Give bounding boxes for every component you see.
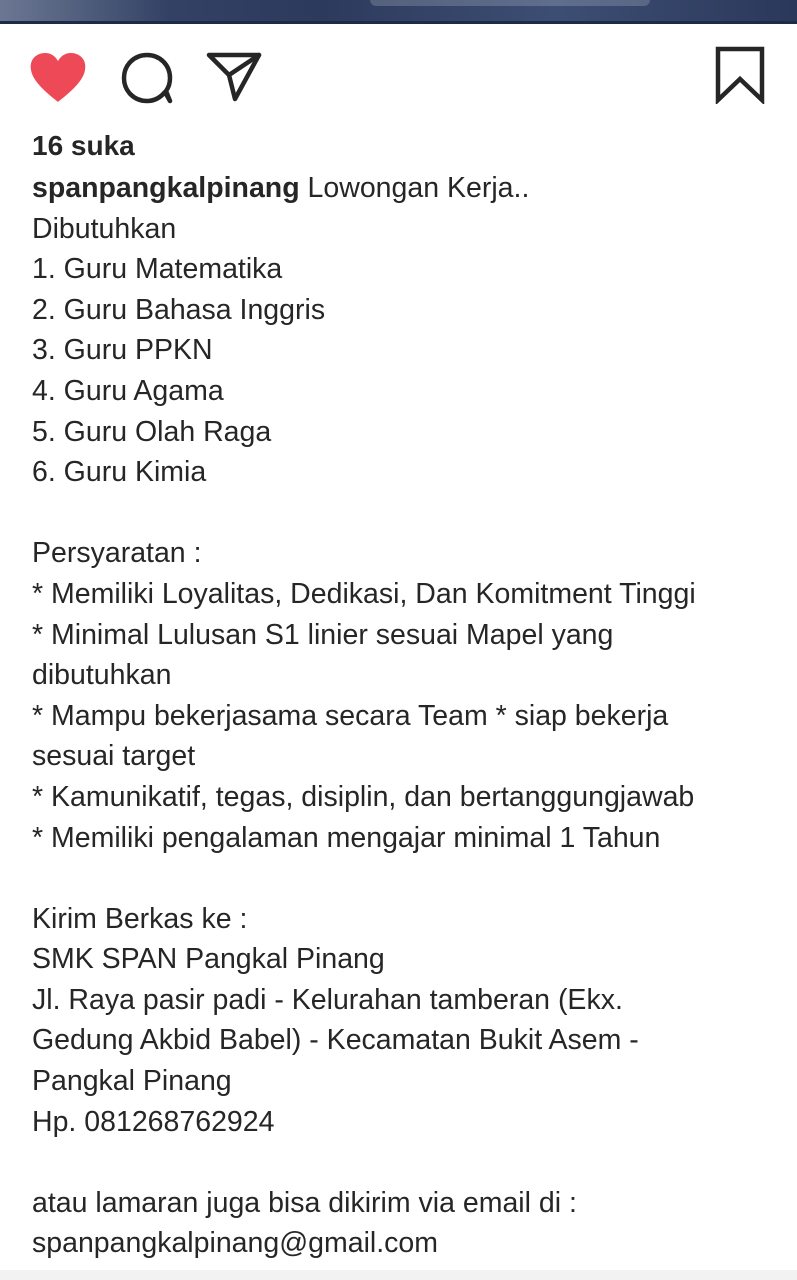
caption-blank-line xyxy=(32,493,782,534)
caption-line: * Mampu bekerjasama secara Team * siap bekerja xyxy=(32,699,669,732)
caption-line: 1. Guru Matematika xyxy=(32,253,283,286)
bottom-divider xyxy=(0,1270,797,1280)
caption-line: * Memiliki pengalaman mengajar minimal 1 Tahun xyxy=(32,821,661,854)
caption-first-text: Lowongan Kerja.. xyxy=(299,172,530,204)
caption-line: Kirim Berkas ke : xyxy=(32,902,248,935)
caption-line: Gedung Akbid Babel) - Kecamatan Bukit Asem - xyxy=(32,1024,639,1057)
caption-line: sesuai target xyxy=(32,740,196,773)
comment-icon[interactable] xyxy=(120,51,174,105)
caption-blank-line xyxy=(32,1142,782,1183)
caption-line: 3. Guru PPKN xyxy=(32,334,213,367)
caption-line: dibutuhkan xyxy=(32,659,172,692)
image-glint xyxy=(370,0,650,6)
caption-line: SMK SPAN Pangkal Pinang xyxy=(32,943,385,976)
heart-icon[interactable] xyxy=(29,52,87,104)
caption-line: Persyaratan : xyxy=(32,537,202,570)
caption-line: Hp. 081268762924 xyxy=(32,1105,275,1138)
author-username[interactable]: spanpangkalpinang xyxy=(32,172,300,204)
caption-line: 5. Guru Olah Raga xyxy=(32,415,272,448)
caption-line: 2. Guru Bahasa Inggris xyxy=(32,293,326,326)
like-count[interactable]: 16 suka xyxy=(32,130,135,161)
email-address[interactable]: spanpangkalpinang@gmail.com xyxy=(32,1227,439,1260)
caption-first-line xyxy=(32,168,782,209)
bookmark-icon[interactable] xyxy=(714,46,766,104)
paper-plane-icon[interactable] xyxy=(205,51,263,103)
caption-line: * Minimal Lulusan S1 linier sesuai Mapel yang xyxy=(32,618,614,651)
caption-line: * Memiliki Loyalitas, Dedikasi, Dan Komitment Tinggi xyxy=(32,577,696,610)
caption-line: 4. Guru Agama xyxy=(32,374,224,407)
caption-line: * Kamunikatif, tegas, disiplin, dan bertanggungjawab xyxy=(32,780,695,813)
caption-line: Dibutuhkan xyxy=(32,212,177,245)
caption-line: Pangkal Pinang xyxy=(32,1065,232,1098)
caption-line: Jl. Raya pasir padi - Kelurahan tamberan (Ekx. xyxy=(32,983,623,1016)
caption-line: atau lamaran juga bisa dikirim via email di : xyxy=(32,1186,577,1219)
post-caption xyxy=(32,168,782,1264)
caption-line: 6. Guru Kimia xyxy=(32,456,207,489)
post-action-bar xyxy=(0,24,797,128)
post-image-bottom-edge[interactable] xyxy=(0,0,797,24)
caption-blank-line xyxy=(32,858,782,899)
